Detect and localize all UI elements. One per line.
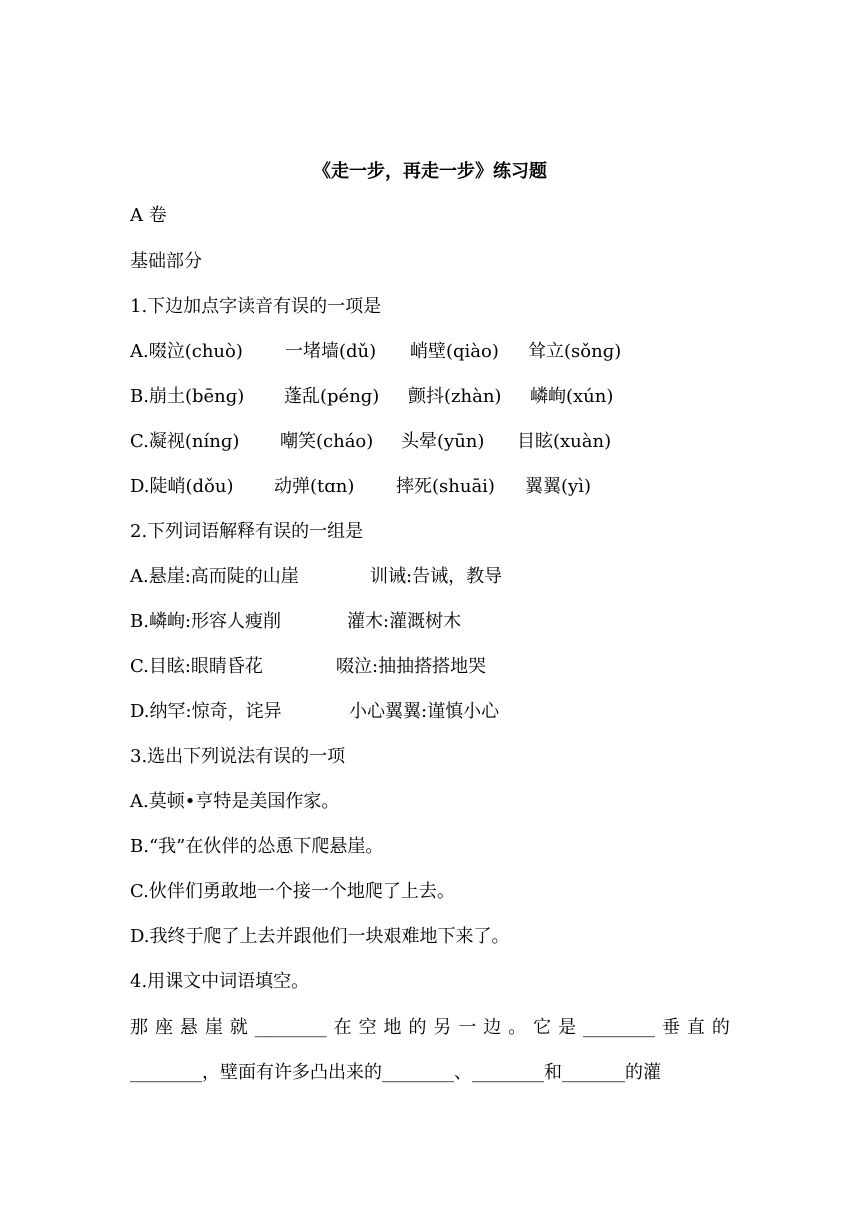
text-fragment: 在 xyxy=(333,1017,352,1038)
option-item: 耸立(sǒnɡ) xyxy=(528,341,622,362)
fill-blank: ________ xyxy=(130,1062,202,1083)
fill-blank: _______ xyxy=(562,1062,625,1083)
fill-blank: ________ xyxy=(382,1062,454,1083)
question-1-option-c xyxy=(130,428,611,456)
option-item: 一堵墙(dǔ) xyxy=(285,341,377,362)
question-2-option-c xyxy=(130,653,486,681)
option-item: 嘲笑(cháo) xyxy=(280,431,374,452)
question-3-option-b: B.“我”在伙伴的怂恿下爬悬崖。 xyxy=(130,836,384,857)
option-item: 小心翼翼:谨慎小心 xyxy=(349,701,500,722)
text-fragment: 的 xyxy=(711,1017,730,1038)
option-item: 蓬乱(pénɡ) xyxy=(284,386,380,407)
text-fragment: 的 xyxy=(408,1017,427,1038)
option-item: 翼翼(yì) xyxy=(525,476,591,497)
option-item: 目眩(xuàn) xyxy=(517,431,612,452)
question-4-stem: 4.用课文中词语填空。 xyxy=(130,971,310,992)
option-item: 啜泣:抽抽搭搭地哭 xyxy=(336,656,487,677)
question-2-option-a xyxy=(130,563,502,591)
text-fragment: 它 xyxy=(533,1017,552,1038)
text-fragment: ，壁面有许多凸出来的 xyxy=(202,1062,382,1083)
option-item: B.嶙峋:形容人瘦削 xyxy=(130,611,282,632)
question-1-option-a xyxy=(130,338,621,366)
text-fragment: 垂 xyxy=(661,1017,680,1038)
question-3-option-d: D.我终于爬了上去并跟他们一块艰难地下来了。 xyxy=(130,926,510,947)
text-fragment: 边 xyxy=(483,1017,502,1038)
text-fragment: 另 xyxy=(433,1017,452,1038)
option-item: 峭壁(qiào) xyxy=(410,341,499,362)
question-2-stem: 2.下列词语解释有误的一组是 xyxy=(130,521,364,542)
text-fragment: 直 xyxy=(686,1017,705,1038)
text-fragment: 是 xyxy=(558,1017,577,1038)
option-item: 训诫:告诫，教导 xyxy=(370,566,503,587)
question-1-option-b xyxy=(130,383,613,411)
question-4-text-line-2 xyxy=(130,1059,730,1087)
question-1-stem: 1.下边加点字读音有误的一项是 xyxy=(130,296,382,317)
option-item: 嶙峋(xún) xyxy=(530,386,614,407)
text-fragment: 崖 xyxy=(204,1017,223,1038)
option-item: C.目眩:眼睛昏花 xyxy=(130,656,263,677)
option-item: B.崩土(bēnɡ) xyxy=(130,386,245,407)
text-fragment: 和 xyxy=(544,1062,562,1083)
section-a-label: A 卷 xyxy=(130,205,167,226)
option-item: 头晕(yūn) xyxy=(401,431,485,452)
fill-blank: ________ xyxy=(583,1017,655,1038)
text-fragment: 。 xyxy=(508,1017,527,1038)
text-fragment: 座 xyxy=(154,1017,173,1038)
text-fragment: 那 xyxy=(130,1017,148,1038)
text-fragment: 的灌 xyxy=(625,1062,661,1083)
option-item: A.悬崖:高而陡的山崖 xyxy=(130,566,299,587)
question-4-text-line-1 xyxy=(130,1014,730,1042)
option-item: 动弹(tɑn) xyxy=(274,476,355,497)
text-fragment: 、 xyxy=(454,1062,472,1083)
question-3-stem: 3.选出下列说法有误的一项 xyxy=(130,746,346,767)
text-fragment: 悬 xyxy=(179,1017,198,1038)
text-fragment: 空 xyxy=(358,1017,377,1038)
question-3-option-a: A.莫顿•亨特是美国作家。 xyxy=(130,791,340,812)
option-item: 灌木:灌溉树木 xyxy=(347,611,462,632)
option-item: D.纳罕:惊奇，诧异 xyxy=(130,701,282,722)
option-item: C.凝视(nínɡ) xyxy=(130,431,240,452)
text-fragment: 一 xyxy=(458,1017,477,1038)
option-item: 摔死(shuāi) xyxy=(396,476,495,497)
question-3-option-c: C.伙伴们勇敢地一个接一个地爬了上去。 xyxy=(130,881,455,902)
fill-blank: ________ xyxy=(254,1017,327,1038)
question-1-option-d xyxy=(130,473,591,501)
text-fragment: 地 xyxy=(383,1017,402,1038)
question-2-option-b xyxy=(130,608,461,636)
section-basic-label: 基础部分 xyxy=(130,251,202,272)
fill-blank: ________ xyxy=(472,1062,544,1083)
page-title: 《走一步，再走一步》练习题 xyxy=(313,161,547,182)
text-fragment: 就 xyxy=(229,1017,248,1038)
option-item: 颤抖(zhàn) xyxy=(408,386,502,407)
question-2-option-d xyxy=(130,698,499,726)
option-item: D.陡峭(dǒu) xyxy=(130,476,234,497)
option-item: A.啜泣(chuò) xyxy=(130,341,243,362)
